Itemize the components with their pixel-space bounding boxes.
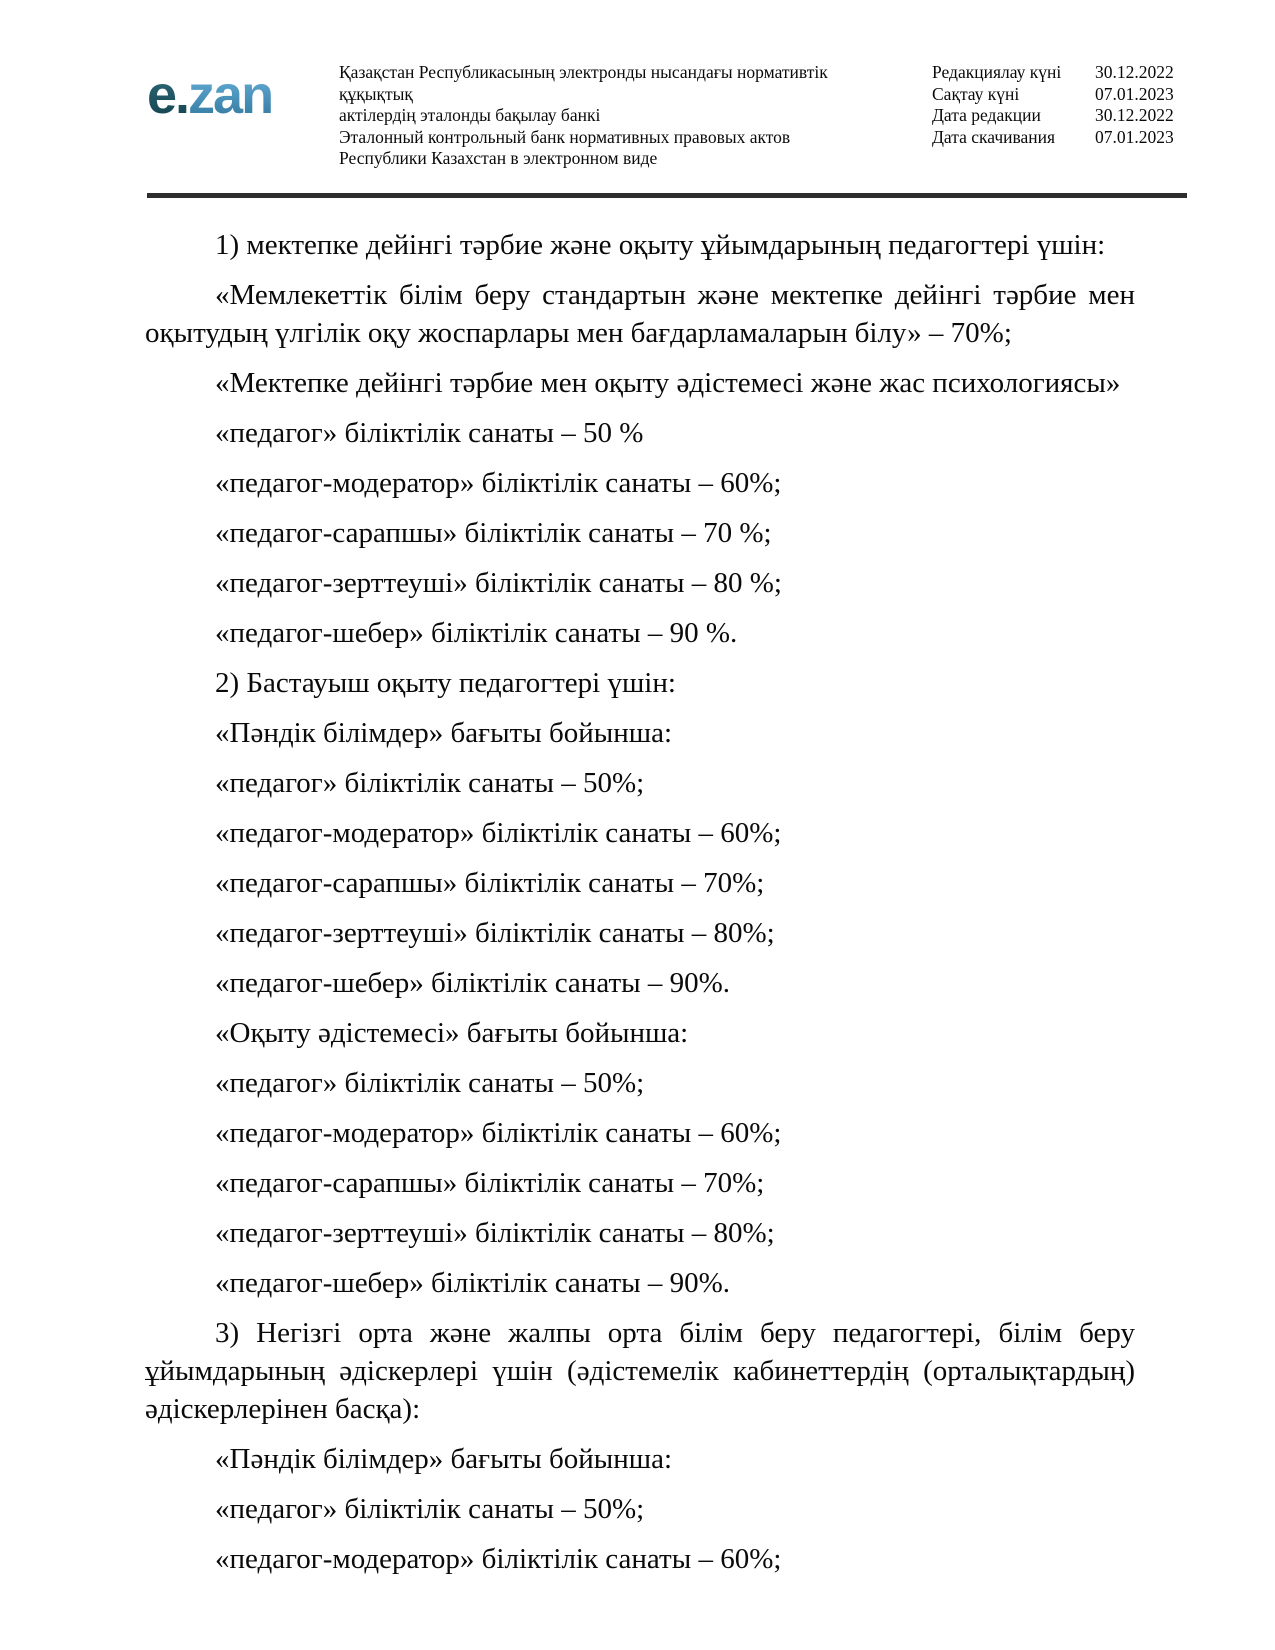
document-paragraph: «педагог-модератор» біліктілік санаты – 60%; bbox=[215, 466, 782, 499]
document-paragraph: «педагог-модератор» біліктілік санаты – 60%; bbox=[215, 1116, 782, 1149]
date-value: 07.01.2023 bbox=[1095, 83, 1174, 104]
document-paragraph: «Мектепке дейінгі тәрбие мен оқыту әдістемесі және жас психологиясы» bbox=[215, 366, 1121, 399]
document-paragraph: «Мемлекеттік білім беру стандартын және мектепке дейінгі тәрбие мен оқытудың үлгілік оқу жоспарлары мен бағдарламаларын білу» – 70%; bbox=[145, 278, 1135, 349]
document-paragraph: «педагог» біліктілік санаты – 50%; bbox=[215, 766, 645, 799]
document-paragraph: «педагог-сарапшы» біліктілік санаты – 70%; bbox=[215, 1166, 765, 1199]
date-value: 30.12.2022 bbox=[1095, 105, 1174, 125]
document-paragraph: «педагог» біліктілік санаты – 50%; bbox=[215, 1492, 645, 1525]
date-label: Дата редакции bbox=[932, 105, 1041, 125]
date-value: 07.01.2023 bbox=[1095, 126, 1174, 147]
document-paragraph: 1) мектепке дейінгі тәрбие және оқыту ұйымдарының педагогтері үшін: bbox=[215, 228, 1106, 261]
header-divider bbox=[147, 193, 1187, 198]
date-row bbox=[932, 84, 1187, 106]
date-row bbox=[932, 127, 1187, 149]
document-paragraph: «педагог-зерттеуші» біліктілік санаты – 80%; bbox=[215, 1216, 775, 1249]
document-paragraph: «педагог-модератор» біліктілік санаты – 60%; bbox=[215, 1542, 782, 1575]
document-body bbox=[145, 226, 1135, 1578]
ezan-logo-zan: zan bbox=[188, 65, 273, 125]
document-paragraph: «педагог-шебер» біліктілік санаты – 90 %. bbox=[215, 616, 738, 649]
document-paragraph: «педагог» біліктілік санаты – 50 % bbox=[215, 416, 644, 449]
document-paragraph: «педагог-шебер» біліктілік санаты – 90%. bbox=[215, 1266, 731, 1299]
document-paragraph: «Пәндік білімдер» бағыты бойынша: bbox=[215, 1442, 673, 1475]
document-paragraph: «Пәндік білімдер» бағыты бойынша: bbox=[215, 716, 673, 749]
document-paragraph: 3) Негізгі орта және жалпы орта білім беру педагогтері, білім беру ұйымдарының әдіскерлері үшін (әдістемелік кабинеттердің (орталықтардың) әдіскерлерінен басқа): bbox=[145, 1316, 1135, 1425]
bank-title-line: актілердің эталонды бақылау банкі bbox=[339, 105, 601, 125]
bank-title bbox=[339, 62, 901, 170]
ezan-logo-e: e. bbox=[147, 65, 189, 125]
document-paragraph: «педагог-сарапшы» біліктілік санаты – 70%; bbox=[215, 866, 765, 899]
document-paragraph: 2) Бастауыш оқыту педагогтері үшін: bbox=[215, 666, 676, 699]
page-header bbox=[0, 0, 1275, 170]
date-label: Редакциялау күні bbox=[932, 62, 1062, 82]
ezan-logo bbox=[147, 65, 299, 125]
document-paragraph: «педагог-модератор» біліктілік санаты – 60%; bbox=[215, 816, 782, 849]
document-paragraph: «педагог» біліктілік санаты – 50%; bbox=[215, 1066, 645, 1099]
bank-title-line: Республики Казахстан в электронном виде bbox=[339, 148, 658, 168]
bank-title-line: Эталонный контрольный банк нормативных правовых актов bbox=[339, 126, 791, 147]
document-paragraph: «педагог-шебер» біліктілік санаты – 90%. bbox=[215, 966, 731, 999]
document-paragraph: «Оқыту әдістемесі» бағыты бойынша: bbox=[215, 1016, 689, 1049]
document-paragraph: «педагог-зерттеуші» біліктілік санаты – 80%; bbox=[215, 916, 775, 949]
date-row bbox=[932, 105, 1187, 127]
date-label: Сақтау күні bbox=[932, 83, 1020, 104]
document-dates bbox=[932, 62, 1187, 148]
date-row bbox=[932, 62, 1187, 84]
date-value: 30.12.2022 bbox=[1095, 62, 1174, 82]
bank-title-line: Қазақстан Республикасының электронды нысандағы нормативтік құқықтық bbox=[339, 62, 828, 104]
date-label: Дата скачивания bbox=[932, 126, 1056, 147]
document-paragraph: «педагог-зерттеуші» біліктілік санаты – 80 %; bbox=[215, 566, 782, 599]
document-paragraph: «педагог-сарапшы» біліктілік санаты – 70 %; bbox=[215, 516, 772, 549]
